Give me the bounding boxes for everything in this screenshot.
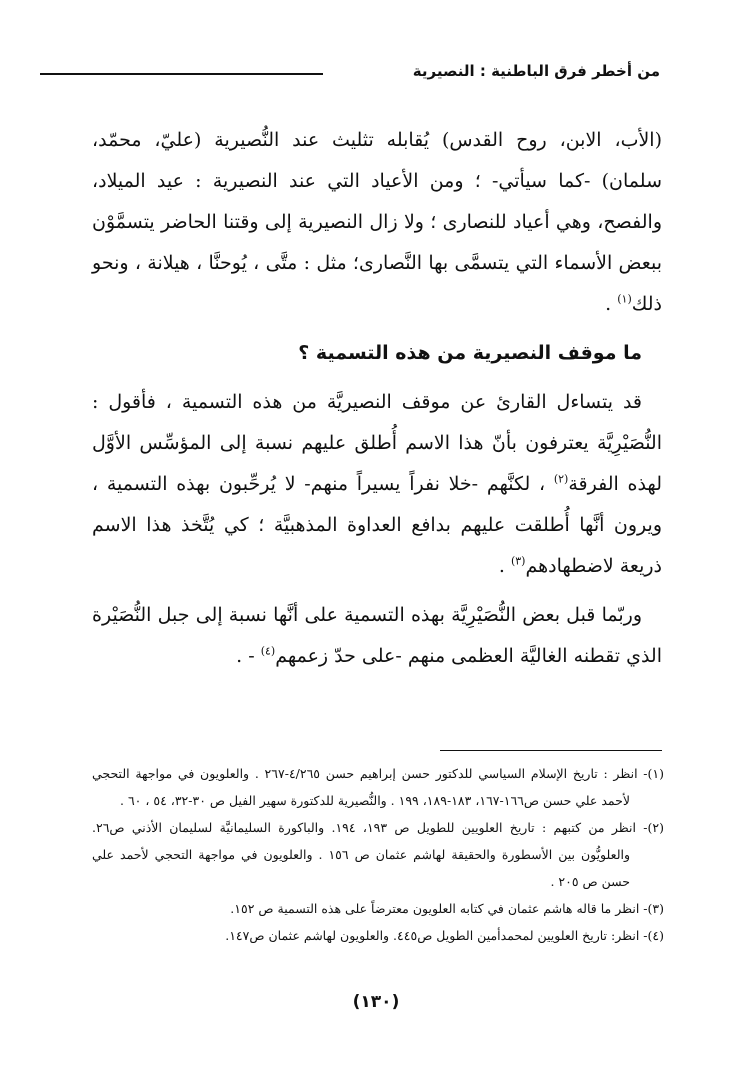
paragraph-1 [92,120,662,325]
footnote-ref-3: (٣) [510,554,526,568]
footnote-2: (٢)- انظر من كتبهم : تاريخ العلويين للطويل ص ١٩٣، ١٩٤. والباكورة السليمانيَّة لسليمان الأذني ص٢٦. والعلويُّون بين الأسطورة والحقيقة لهاشم عثمان ص ١٥٦ . والعلويون في مواجهة التحجي لأحمد علي حسن ص ٢٠٥ . [92,820,665,889]
section-heading: ما موقف النصيرية من هذه التسمية ؟ [298,342,642,364]
paragraph-2-text-b: ، لكنَّهم -خلا نفراً يسيراً منهم- لا يُرحِّبون بهذه التسمية ، ويرون أنَّها أُطلقت عليهم بدافع العداوة المذهبيَّة ؛ كي يُتَّخذ هذا الاسم ذريعة لاضطهادهم [92,473,662,577]
running-header [40,60,660,90]
paragraph-1-text: (الأب، الابن، روح القدس) يُقابله تثليث عند النُّصيرية (عليّ، محمّد، سلمان) -كما سيأتي- ؛ ومن الأعياد التي عند النصيرية : عيد الميلاد، والفصح، وهي أعياد للنصارى ؛ ولا زال النصيرية إلى وقتنا الحاضر يتسمَّوْن ببعض الأسماء التي يتسمَّى بها النَّصارى؛ مثل : متَّى ، يُوحنَّا ، هيلانة ، ونحو ذلك [92,129,662,315]
footnote-3: (٣)- انظر ما قاله هاشم عثمان في كتابه العلويون معترضاً على هذه التسمية ص ١٥٢. [230,901,664,916]
header-rule [40,73,323,75]
main-text [92,120,662,677]
paragraph-3-text: وربّما قبل بعض النُّصَيْرِيَّة بهذه التسمية على أنَّها نسبة إلى جبل النُّصَيْرة الذي تقطنه الغاليَّة العظمى منهم -على حدّ زعمهم [92,604,662,667]
running-title: من أخطر فرق الباطنية : النصيرية [412,62,660,80]
page-number: (١٣٠) [352,992,400,1012]
paragraph-3 [92,595,662,677]
footnote-ref-4: (٤) [260,644,276,658]
paragraph-2-end: . [498,555,511,577]
footnote-separator [440,750,662,751]
footnote-ref-1: (١) [617,292,632,306]
paragraph-2-text-a: قد يتساءل القارئ عن موقف النصيريَّة من هذه التسمية ، فأقول : النُّصَيْرِيَّة يعترفون بأنّ هذا الاسم أُطلق عليهم نسبة إلى المؤسِّس الأوَّل لهذه الفرقة [92,391,662,495]
paragraph-3-end: - . [236,645,255,667]
footnote-4: (٤)- انظر: تاريخ العلويين لمحمدأمين الطويل ص٤٤٥. والعلويون لهاشم عثمان ص١٤٧. [225,928,664,943]
footnote-1: (١)- انظر : تاريخ الإسلام السياسي للدكتور حسن إبراهيم حسن ٤/٢٦٥-٢٦٧ . والعلويون في مواجهة التحجي لأحمد علي حسن ص١٦٦-١٦٧، ١٨٣-١٨٩، ١٩٩ . والنُّصيرية للدكتورة سهير الفيل ص ٣٠-٣٢، ٥٤ ، ٦٠ . [92,766,664,808]
footnotes [92,760,664,949]
footnote-ref-2: (٢) [553,472,569,486]
paragraph-2 [92,382,662,587]
paragraph-1-end: . [605,293,618,315]
